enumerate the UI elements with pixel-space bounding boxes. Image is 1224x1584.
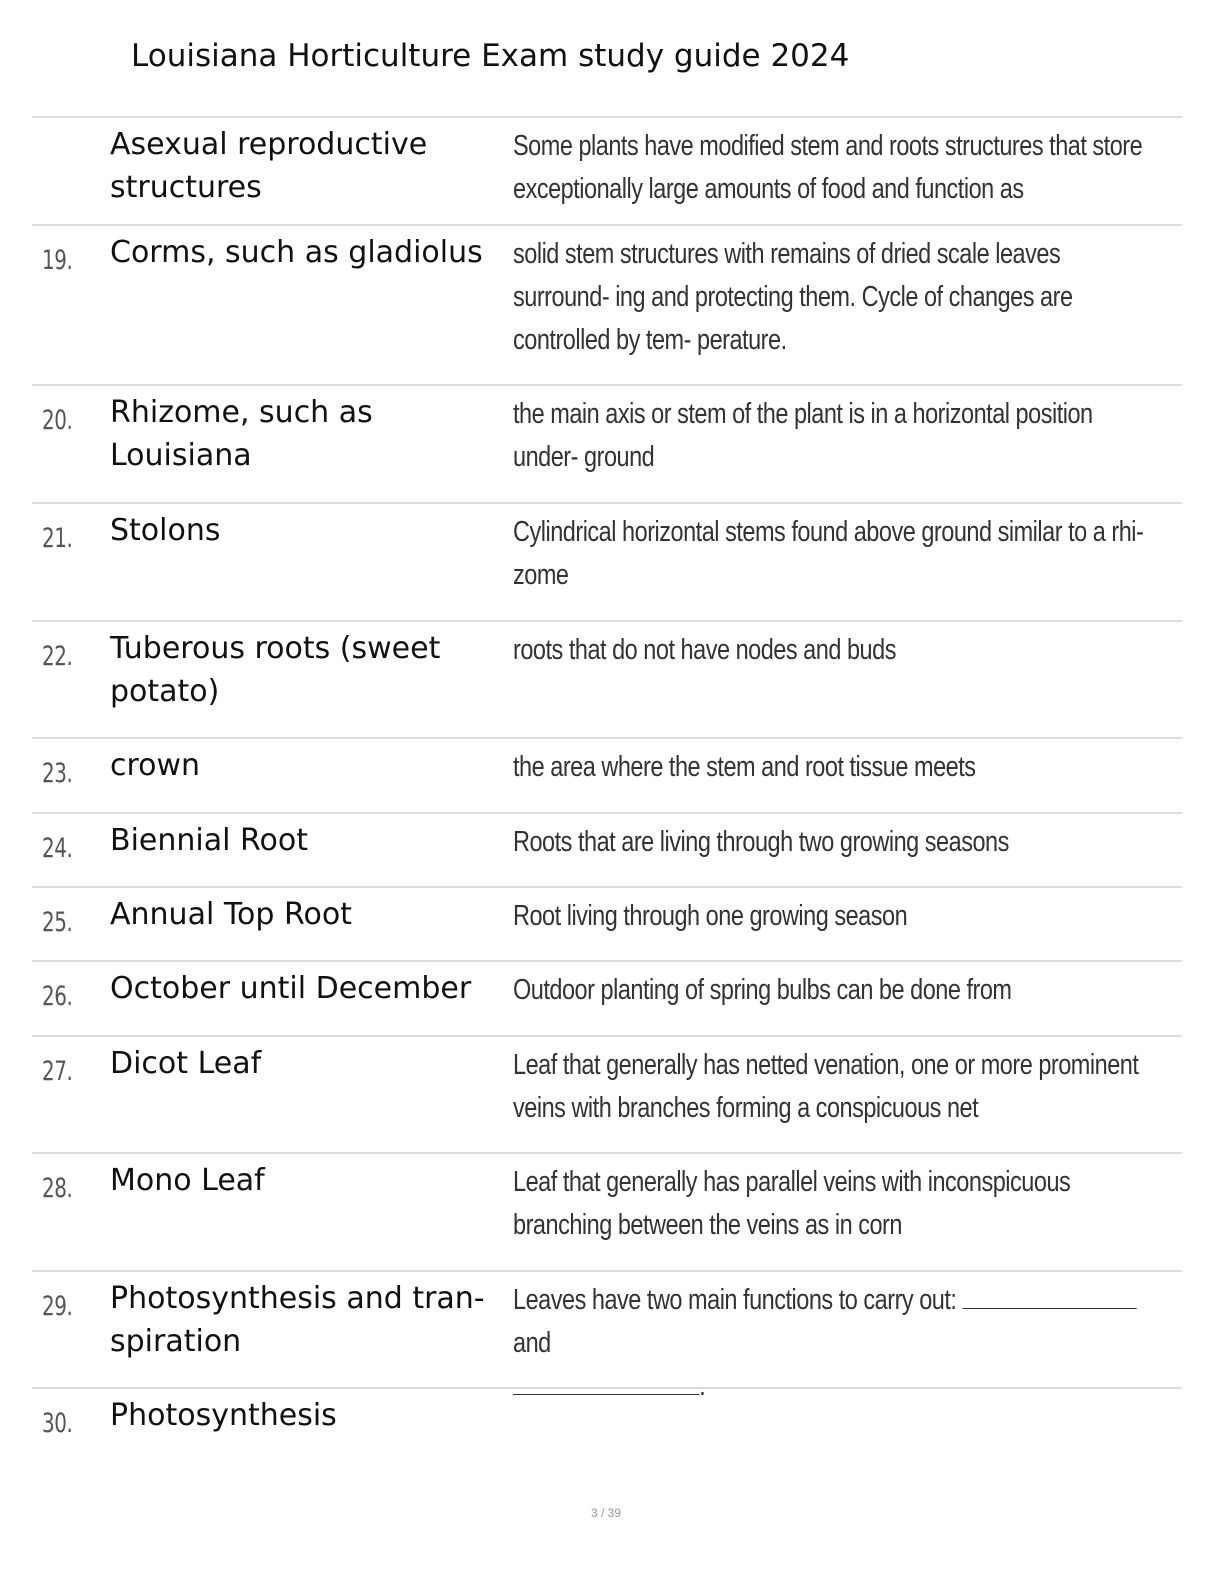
card-number: 23. bbox=[42, 758, 73, 789]
card-definition: Outdoor planting of spring bulbs can be done from bbox=[513, 974, 1012, 1006]
card-term: Corms, such as gladiolus bbox=[110, 235, 483, 270]
card-number: 27. bbox=[42, 1056, 73, 1087]
card-term: Biennial Root bbox=[110, 823, 308, 858]
card-row bbox=[32, 886, 1182, 960]
card-term: Annual Top Root bbox=[110, 897, 352, 932]
card-row bbox=[32, 1270, 1182, 1402]
card-term: Dicot Leaf bbox=[110, 1046, 262, 1081]
card-row bbox=[32, 224, 1182, 384]
card-row bbox=[32, 812, 1182, 886]
card-row bbox=[32, 620, 1182, 737]
flashcard-list bbox=[32, 116, 1182, 1457]
card-term: crown bbox=[110, 748, 201, 783]
card-definition: the main axis or stem of the plant is in a horizontal position under- ground bbox=[513, 398, 1093, 473]
card-number: 19. bbox=[42, 245, 73, 276]
card-term: Stolons bbox=[110, 513, 221, 548]
card-number: 24. bbox=[42, 833, 73, 864]
card-definition: solid stem structures with remains of dried scale leaves surround- ing and protecting them. Cycle of changes are controlled by tem- perature. bbox=[513, 238, 1073, 356]
card-row bbox=[32, 384, 1182, 502]
card-number: 25. bbox=[42, 907, 73, 938]
definition-text: Leaves have two main functions to carry out: bbox=[513, 1284, 957, 1316]
card-number: 28. bbox=[42, 1173, 73, 1204]
card-definition: Cylindrical horizontal stems found above ground similar to a rhi- zome bbox=[513, 516, 1144, 591]
card-term: Photosynthesis and tran- spiration bbox=[110, 1281, 485, 1359]
card-term: Mono Leaf bbox=[110, 1163, 265, 1198]
definition-text: . bbox=[699, 1370, 706, 1402]
card-number: 22. bbox=[42, 641, 73, 672]
card-number: 30. bbox=[42, 1408, 73, 1439]
card-term: Photosynthesis bbox=[110, 1398, 337, 1433]
answer-blank bbox=[962, 1280, 1136, 1309]
card-definition: the area where the stem and root tissue meets bbox=[513, 751, 976, 783]
page-indicator: 3 / 39 bbox=[590, 1506, 622, 1520]
card-term: Tuberous roots (sweet potato) bbox=[110, 631, 441, 709]
card-row bbox=[32, 737, 1182, 812]
card-term: Rhizome, such as Louisiana bbox=[110, 395, 373, 473]
card-definition: Leaf that generally has parallel veins with inconspicuous branching between the veins as in corn bbox=[513, 1166, 1071, 1241]
card-definition: Root living through one growing season bbox=[513, 900, 908, 932]
card-number: 20. bbox=[42, 405, 73, 436]
definition-text: and bbox=[513, 1327, 551, 1359]
card-number: 21. bbox=[42, 523, 73, 554]
card-definition: Leaf that generally has netted venation, one or more prominent veins with branches forming a conspicuous net bbox=[513, 1049, 1139, 1124]
card-row bbox=[32, 1387, 1182, 1457]
card-term: October until December bbox=[110, 971, 472, 1006]
card-row bbox=[32, 1035, 1182, 1152]
card-number: 29. bbox=[42, 1291, 73, 1322]
card-row bbox=[32, 1152, 1182, 1270]
card-row bbox=[32, 960, 1182, 1035]
card-term: Asexual reproductive structures bbox=[110, 127, 428, 205]
card-definition: Some plants have modified stem and roots structures that store exceptionally large amounts of food and function as bbox=[513, 130, 1143, 205]
card-number: 26. bbox=[42, 981, 73, 1012]
card-row bbox=[32, 502, 1182, 620]
card-definition: Roots that are living through two growing seasons bbox=[513, 826, 1009, 858]
card-row bbox=[32, 116, 1182, 224]
document-title: Louisiana Horticulture Exam study guide 2024 bbox=[131, 38, 850, 74]
card-definition: roots that do not have nodes and buds bbox=[513, 634, 896, 666]
